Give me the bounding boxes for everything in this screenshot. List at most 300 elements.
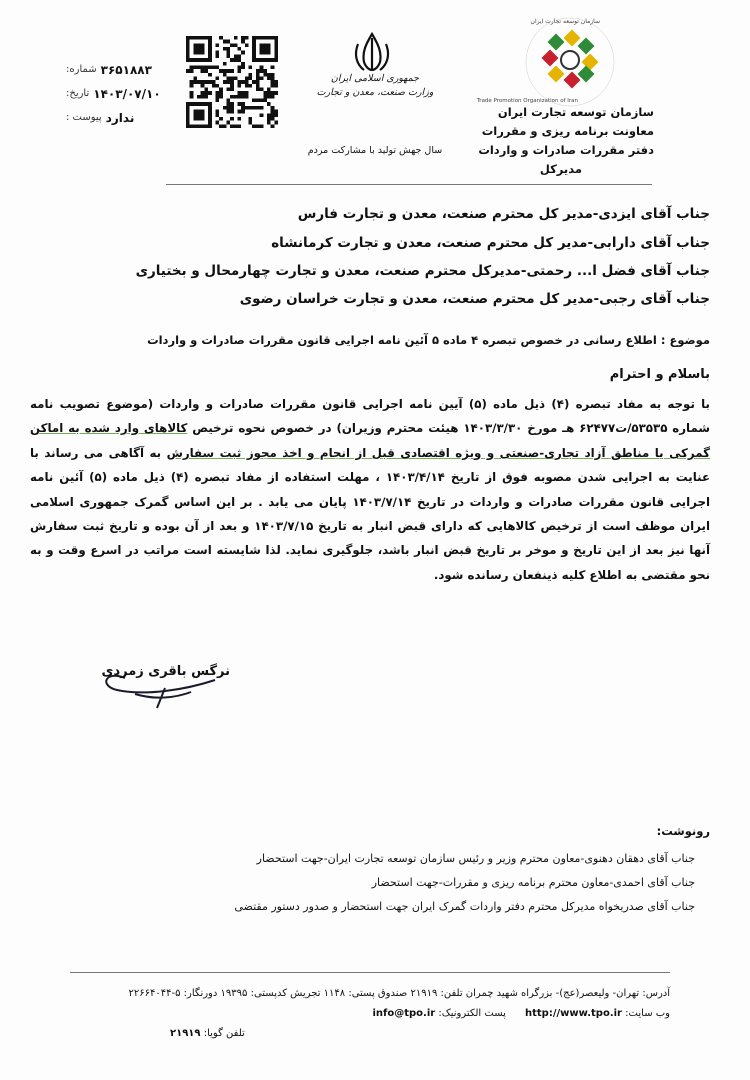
qr-module — [271, 113, 275, 117]
qr-module — [241, 80, 245, 84]
qr-module — [234, 124, 238, 128]
qr-module — [215, 113, 219, 117]
qr-module — [204, 88, 208, 92]
qr-module — [190, 80, 194, 84]
qr-module — [252, 58, 256, 62]
qr-module — [226, 88, 230, 92]
qr-module — [260, 51, 264, 55]
email-label: پست الکترونیک: — [438, 1008, 506, 1019]
qr-module — [186, 117, 190, 121]
qr-module — [223, 62, 227, 66]
qr-module — [215, 54, 219, 58]
qr-module — [204, 95, 208, 99]
attachment-label: پیوست : — [66, 112, 102, 123]
qr-module — [263, 58, 267, 62]
qr-module — [208, 80, 212, 84]
qr-module — [263, 69, 267, 73]
addressee-line: جناب آقای رجبی-مدیر کل محترم صنعت، معدن و تجارت خراسان رضوی — [239, 291, 710, 307]
qr-module — [186, 40, 190, 44]
qr-module — [267, 102, 271, 106]
qr-module — [201, 69, 205, 73]
qr-module — [186, 51, 190, 55]
qr-module — [215, 91, 219, 95]
qr-module — [215, 84, 219, 88]
qr-module — [249, 121, 253, 125]
qr-module — [230, 110, 234, 114]
qr-module — [197, 51, 201, 55]
qr-module — [267, 43, 271, 47]
qr-module — [267, 47, 271, 51]
qr-module — [271, 106, 275, 110]
qr-module — [230, 102, 234, 106]
qr-module — [208, 106, 212, 110]
cc-line: جناب آقای احمدی-معاون محترم برنامه ریزی و مقررات-جهت استحضار — [371, 876, 695, 889]
qr-module — [201, 58, 205, 62]
qr-module — [263, 43, 267, 47]
qr-module — [223, 47, 227, 51]
qr-module — [267, 113, 271, 117]
qr-module — [274, 47, 278, 51]
qr-module — [271, 36, 275, 40]
qr-module — [204, 65, 208, 69]
qr-module — [271, 80, 275, 84]
qr-module — [223, 69, 227, 73]
qr-module — [208, 121, 212, 125]
qr-module — [271, 58, 275, 62]
qr-module — [197, 95, 201, 99]
qr-module — [252, 124, 256, 128]
qr-module — [274, 51, 278, 55]
qr-module — [204, 36, 208, 40]
qr-module — [256, 73, 260, 77]
qr-module — [238, 47, 242, 51]
cc-line: جناب آقای صدریخواه مدیرکل محترم دفتر واردات گمرک ایران جهت استحضار و صدور دستور مقتضی — [234, 900, 695, 913]
qr-module — [256, 69, 260, 73]
qr-module — [256, 80, 260, 84]
qr-module — [263, 51, 267, 55]
qr-module — [186, 110, 190, 114]
qr-module — [241, 36, 245, 40]
qr-module — [260, 43, 264, 47]
footer-phone — [170, 1028, 245, 1039]
qr-module — [260, 106, 264, 110]
qr-module — [230, 69, 234, 73]
qr-module — [249, 106, 253, 110]
qr-module — [193, 47, 197, 51]
qr-module — [230, 117, 234, 121]
qr-module — [238, 124, 242, 128]
qr-module — [186, 69, 190, 73]
qr-module — [201, 124, 205, 128]
qr-module — [193, 102, 197, 106]
iran-emblem — [352, 30, 392, 74]
qr-module — [186, 102, 190, 106]
qr-module — [256, 58, 260, 62]
phone-value: ۲۱۹۱۹ — [170, 1028, 201, 1039]
qr-module — [208, 124, 212, 128]
qr-module — [193, 65, 197, 69]
qr-module — [238, 102, 242, 106]
addressee-line: جناب آقای فضل ا... رحمتی-مدیرکل محترم صنعت، معدن و تجارت چهارمحال و بختیاری — [135, 263, 710, 279]
qr-module — [241, 106, 245, 110]
qr-module — [226, 51, 230, 55]
qr-module — [193, 124, 197, 128]
qr-module — [190, 91, 194, 95]
cc-line: جناب آقای دهقان دهنوی-معاون محترم وزیر و رئیس سازمان توسعه تجارت ایران-جهت استحضار — [256, 852, 695, 865]
qr-module — [238, 80, 242, 84]
qr-module — [208, 113, 212, 117]
qr-module — [260, 88, 264, 92]
qr-module — [267, 88, 271, 92]
qr-module — [193, 43, 197, 47]
qr-module — [226, 106, 230, 110]
qr-module — [226, 121, 230, 125]
qr-module — [271, 95, 275, 99]
qr-module — [186, 106, 190, 110]
qr-module — [263, 99, 267, 103]
qr-module — [274, 84, 278, 88]
qr-module — [190, 58, 194, 62]
qr-module — [267, 51, 271, 55]
qr-module — [219, 95, 223, 99]
qr-module — [271, 91, 275, 95]
letter-body — [30, 392, 710, 587]
qr-module — [252, 99, 256, 103]
qr-module — [238, 110, 242, 114]
qr-module — [208, 58, 212, 62]
qr-module — [197, 65, 201, 69]
qr-module — [274, 113, 278, 117]
qr-module — [245, 80, 249, 84]
qr-module — [215, 65, 219, 69]
qr-module — [267, 121, 271, 125]
org-line: دفتر مقررات صادرات و واردات — [478, 143, 654, 157]
qr-module — [193, 58, 197, 62]
qr-module — [238, 91, 242, 95]
qr-module — [201, 102, 205, 106]
qr-module — [215, 99, 219, 103]
qr-module — [186, 54, 190, 58]
qr-module — [241, 51, 245, 55]
qr-module — [256, 124, 260, 128]
year-slogan: سال جهش تولید با مشارکت مردم — [307, 145, 443, 156]
qr-module — [190, 69, 194, 73]
qr-module — [271, 124, 275, 128]
qr-module — [226, 110, 230, 114]
addressee-line: جناب آقای دارابی-مدیر کل محترم صنعت، معدن و تجارت کرمانشاه — [271, 235, 710, 251]
qr-module — [245, 91, 249, 95]
qr-module — [249, 84, 253, 88]
qr-code — [186, 36, 278, 128]
qr-module — [230, 95, 234, 99]
qr-module — [271, 73, 275, 77]
qr-module — [226, 54, 230, 58]
qr-module — [252, 54, 256, 58]
qr-module — [263, 36, 267, 40]
qr-module — [201, 113, 205, 117]
qr-module — [267, 117, 271, 121]
date-value: ۱۴۰۳/۰۷/۱۰ — [93, 87, 161, 101]
qr-module — [245, 84, 249, 88]
qr-module — [190, 65, 194, 69]
qr-module — [252, 36, 256, 40]
date-row — [66, 82, 166, 106]
qr-module — [274, 40, 278, 44]
qr-module — [252, 40, 256, 44]
qr-module — [249, 117, 253, 121]
qr-module — [238, 69, 242, 73]
org-line: معاونت برنامه ریزی و مقررات — [481, 124, 654, 138]
qr-module — [256, 36, 260, 40]
tpo-logo — [522, 14, 618, 110]
qr-module — [260, 69, 264, 73]
qr-module — [201, 95, 205, 99]
body-text: با توجه به مفاد تبصره (۴) ذیل ماده (۵) آیین نامه اجرایی قانون مقررات صادرات و واردات (موضوع تصویب نامه شماره ۵۳۵۳۵/ت۶۲۴۷۷ هـ مورخ ۱۴۰۳/۳/۳۰ هیئت محترم وزیران) در خصوص نحوه ترخیص — [30, 397, 710, 436]
qr-module — [212, 65, 216, 69]
qr-module — [249, 73, 253, 77]
org-line: مدیرکل — [539, 162, 582, 176]
ministry-line: وزارت صنعت، معدن و تجارت — [316, 87, 434, 98]
body-text: به آگاهی می رساند با عنایت به اجرایی شدن مصوبه فوق از تاریخ ۱۴۰۳/۴/۱۴ ، مهلت استفاده از مفاد تبصره (۴) ذیل ماده (۵) آئین نامه اجرایی قانون مقررات صادرات و واردات در تاریخ ۱۴۰۳/۷/۱۴ پایان می یابد . بر این اساس گمرک جمهوری اسلامی ایران موظف است از ترخیص کالاهایی که دارای قبض انبار به تاریخ ۱۴۰۳/۷/۱۵ و بعد از آن بوده و تاریخ ثبت سفارش آنها نیز بعد از این تاریخ و موخر بر تاریخ قبض انبار باشد، جلوگیری نماید. لذا شایسته است مراتب در اسرع وقت و به نحو مقتضی به اطلاع کلیه ذینفعان رسانده شود. — [30, 445, 711, 582]
logo-ring-text: سازمان توسعه تجارت ایران — [530, 18, 600, 25]
qr-module — [219, 88, 223, 92]
qr-module — [230, 43, 234, 47]
qr-module — [238, 84, 242, 88]
addressee-line: جناب آقای ایزدی-مدیر کل محترم صنعت، معدن و تجارت فارس — [297, 206, 710, 222]
qr-module — [241, 95, 245, 99]
qr-module — [212, 84, 216, 88]
qr-module — [256, 106, 260, 110]
qr-module — [241, 40, 245, 44]
body-underlined-text: کالاهای وارد شده به اماکن گمرکی یا مناطق آزاد تجاری-صنعتی و ویژه اقتصادی قبل از انجام و اخذ مجوز ثبت سفارش — [30, 421, 710, 460]
qr-module — [204, 80, 208, 84]
qr-module — [267, 73, 271, 77]
qr-module — [215, 43, 219, 47]
qr-module — [215, 110, 219, 114]
ministry-block — [300, 72, 450, 100]
qr-module — [234, 76, 238, 80]
qr-module — [215, 76, 219, 80]
qr-module — [201, 51, 205, 55]
qr-module — [208, 91, 212, 95]
qr-module — [245, 95, 249, 99]
footer-contact — [70, 1008, 670, 1019]
qr-module — [190, 36, 194, 40]
qr-module — [193, 80, 197, 84]
body-paragraph — [30, 392, 710, 587]
qr-module — [230, 106, 234, 110]
qr-module — [238, 95, 242, 99]
qr-module — [204, 91, 208, 95]
qr-module — [234, 58, 238, 62]
qr-module — [230, 124, 234, 128]
subject-line: موضوع : اطلاع رسانی در خصوص تبصره ۴ ماده ۵ آئین نامه اجرایی قانون مقررات صادرات و واردات — [147, 333, 710, 347]
attachment-row — [66, 106, 166, 130]
qr-module — [190, 102, 194, 106]
qr-module — [197, 117, 201, 121]
qr-module — [230, 76, 234, 80]
qr-module — [193, 76, 197, 80]
qr-module — [230, 84, 234, 88]
qr-module — [219, 117, 223, 121]
header-divider — [166, 184, 652, 185]
qr-module — [186, 58, 190, 62]
qr-module — [252, 43, 256, 47]
qr-module — [219, 36, 223, 40]
qr-module — [197, 80, 201, 84]
qr-module — [238, 117, 242, 121]
qr-module — [201, 43, 205, 47]
qr-module — [197, 110, 201, 114]
qr-module — [230, 88, 234, 92]
letter-meta — [66, 58, 166, 130]
qr-module — [190, 124, 194, 128]
qr-module — [186, 113, 190, 117]
qr-module — [201, 65, 205, 69]
website-link[interactable]: http://www.tpo.ir — [525, 1008, 622, 1019]
qr-module — [234, 36, 238, 40]
qr-module — [260, 36, 264, 40]
qr-module — [219, 124, 223, 128]
qr-module — [219, 69, 223, 73]
qr-module — [204, 124, 208, 128]
qr-module — [274, 54, 278, 58]
qr-module — [197, 113, 201, 117]
qr-module — [238, 54, 242, 58]
qr-module — [193, 36, 197, 40]
qr-module — [260, 76, 264, 80]
qr-module — [197, 102, 201, 106]
qr-module — [223, 106, 227, 110]
qr-module — [226, 76, 230, 80]
qr-module — [212, 80, 216, 84]
footer-divider — [70, 972, 670, 973]
qr-module — [249, 76, 253, 80]
qr-module — [223, 124, 227, 128]
qr-module — [230, 58, 234, 62]
qr-module — [260, 99, 264, 103]
qr-module — [215, 95, 219, 99]
qr-module — [226, 47, 230, 51]
qr-module — [223, 80, 227, 84]
qr-module — [249, 65, 253, 69]
qr-module — [241, 110, 245, 114]
qr-module — [226, 40, 230, 44]
qr-module — [245, 43, 249, 47]
qr-module — [201, 117, 205, 121]
qr-module — [186, 36, 190, 40]
qr-module — [274, 110, 278, 114]
qr-module — [197, 124, 201, 128]
qr-module — [186, 124, 190, 128]
qr-module — [234, 95, 238, 99]
qr-module — [234, 43, 238, 47]
qr-module — [252, 51, 256, 55]
qr-module — [204, 102, 208, 106]
qr-module — [271, 110, 275, 114]
qr-module — [208, 47, 212, 51]
qr-module — [226, 99, 230, 103]
qr-module — [215, 51, 219, 55]
qr-module — [186, 121, 190, 125]
qr-module — [256, 88, 260, 92]
qr-module — [241, 62, 245, 66]
qr-module — [201, 84, 205, 88]
qr-module — [193, 110, 197, 114]
qr-module — [271, 65, 275, 69]
qr-module — [260, 65, 264, 69]
qr-module — [208, 73, 212, 77]
qr-module — [223, 73, 227, 77]
qr-module — [208, 110, 212, 114]
qr-module — [245, 36, 249, 40]
qr-module — [201, 110, 205, 114]
signer-name: نرگس باقری زمردی — [101, 664, 230, 679]
qr-module — [193, 113, 197, 117]
qr-module — [241, 65, 245, 69]
footer-address: آدرس: تهران- ولیعصر(عج)- بزرگراه شهید چمران تلفن: ۲۱۹۱۹ صندوق پستی: ۱۱۴۸ تجریش کدپستی: ۱۹۳۹۵ دورنگار: ۵-۲۲۶۶۴۰۴۴ — [128, 988, 670, 999]
qr-module — [197, 47, 201, 51]
email-link[interactable]: info@tpo.ir — [372, 1008, 436, 1019]
qr-module — [190, 95, 194, 99]
qr-module — [241, 102, 245, 106]
qr-module — [186, 47, 190, 51]
qr-module — [267, 95, 271, 99]
qr-module — [223, 40, 227, 44]
qr-module — [193, 51, 197, 55]
qr-module — [263, 73, 267, 77]
logo-en-text: Trade Promotion Organization of Iran — [476, 98, 578, 104]
qr-module — [260, 47, 264, 51]
qr-module — [245, 76, 249, 80]
qr-module — [201, 36, 205, 40]
qr-module — [208, 54, 212, 58]
qr-module — [215, 121, 219, 125]
qr-module — [190, 84, 194, 88]
qr-module — [263, 47, 267, 51]
org-line: سازمان توسعه تجارت ایران — [497, 105, 654, 119]
qr-module — [274, 43, 278, 47]
date-label: تاریخ: — [66, 88, 90, 99]
qr-module — [267, 76, 271, 80]
qr-module — [208, 117, 212, 121]
number-row — [66, 58, 166, 82]
ministry-line: جمهوری اسلامی ایران — [330, 73, 420, 84]
qr-module — [193, 117, 197, 121]
qr-module — [208, 65, 212, 69]
website-label: وب سایت: — [625, 1008, 670, 1019]
qr-module — [267, 58, 271, 62]
qr-module — [263, 91, 267, 95]
qr-module — [226, 80, 230, 84]
qr-module — [252, 106, 256, 110]
qr-module — [238, 58, 242, 62]
qr-module — [197, 58, 201, 62]
qr-module — [238, 65, 242, 69]
attachment-value: ندارد — [105, 111, 135, 125]
qr-module — [208, 102, 212, 106]
salutation: باسلام و احترام — [609, 367, 710, 382]
qr-module — [208, 51, 212, 55]
qr-module — [274, 58, 278, 62]
qr-module — [197, 36, 201, 40]
qr-module — [234, 54, 238, 58]
qr-module — [256, 99, 260, 103]
qr-module — [271, 84, 275, 88]
qr-module — [186, 43, 190, 47]
qr-module — [208, 40, 212, 44]
qr-module — [201, 47, 205, 51]
